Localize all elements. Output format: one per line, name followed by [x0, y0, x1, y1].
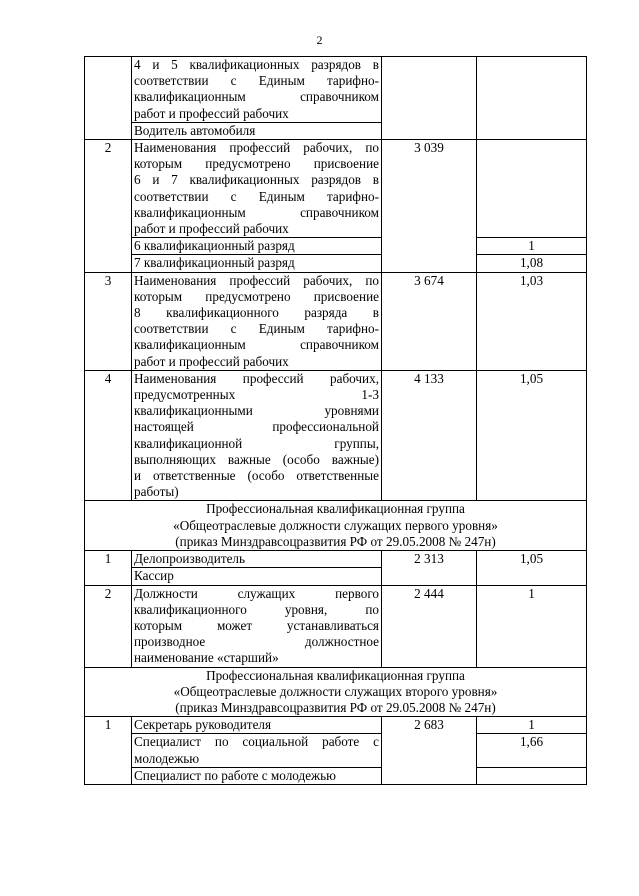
profession-description — [132, 57, 382, 123]
position-name — [132, 767, 382, 784]
qualification-grade: 6 квалификационный разряд — [132, 238, 382, 255]
group-title-line: Профессиональная квалификационная группа — [206, 667, 465, 683]
description-line: молодежью — [134, 750, 200, 766]
description-line: производное должностное — [134, 634, 379, 650]
profession-description — [132, 272, 382, 370]
description-line: работ и профессий рабочих — [134, 221, 289, 237]
row-number: 1 — [85, 717, 132, 785]
coefficient: 1 — [477, 238, 587, 255]
description-line: квалификационным справочником — [134, 89, 379, 105]
profession-description — [132, 370, 382, 501]
qualification-grade: 7 квалификационный разряд — [132, 255, 382, 272]
row-number: 1 — [85, 551, 132, 585]
description-line: Секретарь руководителя — [134, 717, 272, 733]
description-line: работы) — [134, 484, 179, 500]
group-title-line: «Общеотраслевые должности служащих первого уровня» — [173, 517, 498, 533]
description-line: которым предусмотрено присвоение — [134, 156, 379, 172]
position-description — [132, 585, 382, 667]
description-line: Должности служащих первого — [134, 585, 379, 601]
description-line: и ответственные (особо ответственные — [134, 468, 379, 484]
coefficient: 1,05 — [477, 370, 587, 501]
coefficient: 1 — [477, 585, 587, 667]
table-row — [85, 57, 587, 123]
description-line: квалификационными уровнями — [134, 403, 379, 419]
table-row — [85, 551, 587, 568]
row-number: 2 — [85, 140, 132, 273]
description-line: 4 и 5 квалификационных разрядов в — [134, 57, 379, 72]
description-line: квалификационной группы, — [134, 435, 379, 451]
row-number: 3 — [85, 272, 132, 370]
coefficient — [477, 140, 587, 238]
base-salary: 2 683 — [382, 717, 477, 785]
table-subrow — [85, 238, 587, 255]
description-line: которым может устанавливаться — [134, 617, 379, 633]
row-number: 2 — [85, 585, 132, 667]
description-line: работ и профессий рабочих — [134, 353, 289, 369]
table-row — [85, 585, 587, 667]
profession-name: Водитель автомобиля — [132, 122, 382, 139]
group-header-row — [85, 501, 587, 551]
group-title-line: (приказ Минздравсоцразвития РФ от 29.05.2008 № 247н) — [175, 533, 496, 549]
coefficient: 1 — [477, 717, 587, 734]
description-line: настоящей профессиональной — [134, 419, 379, 435]
base-salary: 2 313 — [382, 551, 477, 585]
position-name — [132, 717, 382, 734]
group-header-row — [85, 667, 587, 717]
description-line: соответствии с Единым тарифно- — [134, 321, 379, 337]
base-salary: 4 133 — [382, 370, 477, 501]
profession-description — [132, 140, 382, 238]
description-line: предусмотренных 1-3 — [134, 387, 379, 403]
position-name: Делопроизводитель — [132, 551, 382, 568]
group-title-line: Профессиональная квалификационная группа — [206, 501, 465, 517]
description-line: соответствии с Единым тарифно- — [134, 188, 379, 204]
qualification-group-header — [85, 667, 587, 717]
description-line: Наименования профессий рабочих, — [134, 370, 379, 386]
base-salary — [382, 57, 477, 140]
coefficient: 1,66 — [477, 734, 587, 767]
description-line: 8 квалификационного разряда в — [134, 305, 379, 321]
group-title-line: «Общеотраслевые должности служащих второго уровня» — [173, 683, 498, 699]
description-line: Специалист по социальной работе с — [134, 734, 379, 750]
coefficient: 1,03 — [477, 272, 587, 370]
description-line: квалификационным справочником — [134, 204, 379, 220]
description-line: квалификационного уровня, по — [134, 601, 379, 617]
coefficient: 1,08 — [477, 255, 587, 272]
row-number — [85, 57, 132, 140]
description-line: работ и профессий рабочих — [134, 105, 289, 121]
description-line: 6 и 7 квалификационных разрядов в — [134, 172, 379, 188]
table-subrow — [85, 734, 587, 767]
position-name: Кассир — [132, 568, 382, 585]
row-number: 4 — [85, 370, 132, 501]
coefficient: 1,05 — [477, 551, 587, 585]
description-line: которым предусмотрено присвоение — [134, 288, 379, 304]
table-row — [85, 370, 587, 501]
description-line: Наименования профессий рабочих, по — [134, 272, 379, 288]
qualification-group-header — [85, 501, 587, 551]
description-line: соответствии с Единым тарифно- — [134, 73, 379, 89]
base-salary: 3 674 — [382, 272, 477, 370]
position-name — [132, 734, 382, 767]
page-number: 2 — [316, 33, 323, 47]
table-subrow — [85, 255, 587, 272]
base-salary: 3 039 — [382, 140, 477, 273]
description-line: Специалист по работе с молодежью — [134, 767, 337, 783]
base-salary: 2 444 — [382, 585, 477, 667]
description-line: наименование «старший» — [134, 650, 279, 666]
table-row — [85, 140, 587, 238]
table-row — [85, 272, 587, 370]
table-row — [85, 717, 587, 734]
description-line: выполняющих важные (особо важные) — [134, 451, 379, 467]
salary-table — [84, 56, 587, 785]
description-line: квалификационным справочником — [134, 337, 379, 353]
coefficient — [477, 57, 587, 140]
group-title-line: (приказ Минздравсоцразвития РФ от 29.05.2008 № 247н) — [175, 699, 496, 715]
table-subrow — [85, 767, 587, 784]
description-line: Наименования профессий рабочих, по — [134, 140, 379, 156]
coefficient — [477, 767, 587, 784]
